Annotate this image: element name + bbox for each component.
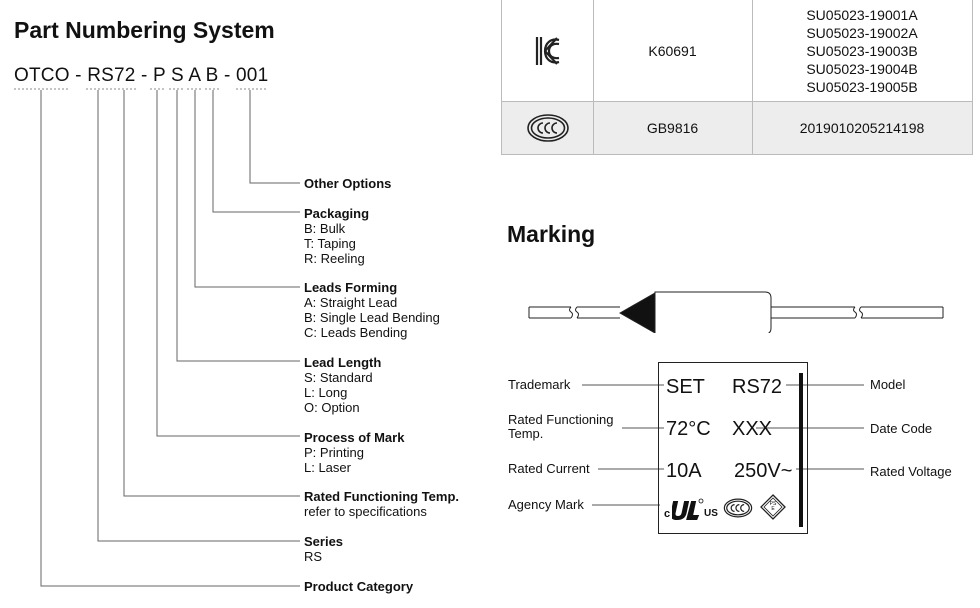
code-dash: -	[224, 65, 231, 86]
ul-symbol	[672, 497, 704, 521]
label-rated-current: Rated Current	[508, 461, 590, 476]
label-model: Model	[870, 377, 906, 392]
option-item: T: Taping	[304, 236, 356, 251]
option-title: Other Options	[304, 176, 392, 191]
label-trademark-value: SET	[666, 376, 705, 398]
option-title: Product Category	[304, 579, 414, 594]
option-item: S: Standard	[304, 370, 373, 385]
code-rs72: RS72	[87, 65, 136, 86]
option-item: L: Laser	[304, 460, 351, 475]
part-numbering-title: Part Numbering System	[14, 17, 275, 43]
option-item: RS	[304, 549, 323, 564]
label-trademark: Trademark	[508, 377, 571, 392]
option-item: L: Long	[304, 385, 348, 400]
label-rated-temp-line2: Temp.	[508, 426, 544, 441]
label-date-code-value: XXX	[732, 418, 773, 440]
marking-label-box	[658, 362, 808, 534]
cert-standard: GB9816	[646, 120, 699, 136]
cert-standard: K60691	[648, 42, 697, 59]
code-001: 001	[236, 65, 269, 86]
code-dash: -	[141, 65, 148, 86]
label-date-code: Date Code	[870, 421, 933, 436]
option-item: B: Single Lead Bending	[304, 310, 440, 325]
option-item: R: Reeling	[304, 251, 365, 266]
pse-text: PS E	[769, 501, 777, 512]
code-dash: -	[75, 65, 82, 86]
option-item: P: Printing	[304, 445, 364, 460]
ul-c-text: c	[664, 508, 671, 520]
ul-us-text: US	[704, 508, 718, 519]
marking-title: Marking	[507, 221, 596, 247]
label-current-value: 10A	[666, 460, 702, 482]
ul-mark-icon	[664, 497, 720, 523]
code-p: P	[153, 65, 166, 86]
option-item: O: Option	[304, 400, 360, 415]
option-item: A: Straight Lead	[304, 295, 398, 310]
label-voltage-value: 250V~	[734, 460, 793, 482]
cert-number: SU05023-19005B	[806, 78, 918, 95]
option-title: Packaging	[304, 206, 370, 221]
cert-number: SU05023-19003B	[806, 42, 918, 59]
cert-number: SU05023-19001A	[806, 6, 918, 23]
code-a: A	[188, 65, 201, 86]
cert-number: SU05023-19002A	[806, 24, 918, 41]
pse-mark-icon	[759, 493, 787, 521]
option-item: C: Leads Bending	[304, 325, 408, 340]
option-item: B: Bulk	[304, 221, 346, 236]
label-temp-value: 72°C	[666, 418, 711, 440]
code-b: B	[205, 65, 219, 86]
option-title: Leads Forming	[304, 280, 398, 295]
label-model-value: RS72	[732, 376, 783, 398]
cert-number: 2019010205214198	[799, 120, 925, 136]
ccc-mark-small-icon	[723, 497, 753, 519]
option-title: Rated Functioning Temp.	[304, 489, 460, 504]
code-otco: OTCO	[14, 65, 70, 86]
option-item: refer to specifications	[304, 504, 427, 519]
code-s: S	[171, 65, 184, 86]
label-agency-mark: Agency Mark	[508, 497, 584, 512]
option-title: Lead Length	[304, 355, 382, 370]
option-title: Series	[304, 534, 344, 549]
option-title: Process of Mark	[304, 430, 405, 445]
cert-number: SU05023-19004B	[806, 60, 918, 77]
label-rated-voltage: Rated Voltage	[870, 464, 952, 479]
label-rated-temp-line1: Rated Functioning	[508, 412, 614, 427]
label-black-bar	[799, 373, 803, 527]
